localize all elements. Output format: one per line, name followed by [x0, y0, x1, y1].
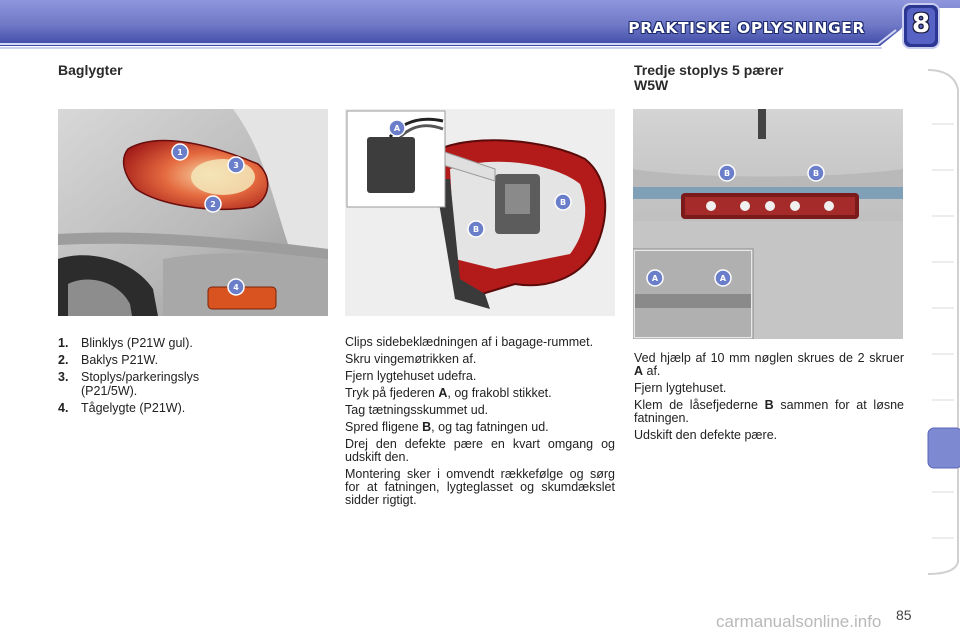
instruction-step: Tryk på fjederen A, og frakobl stikket.: [345, 386, 552, 400]
list-item: 2. Baklys P21W.: [58, 353, 159, 367]
instructions-right: [634, 352, 904, 446]
callout-B: B: [472, 225, 480, 234]
callout-2: 2: [210, 200, 216, 209]
lamp-housing-photo: [345, 109, 615, 316]
callout-A: A: [719, 274, 727, 283]
instruction-step: Fjern lygtehuset.: [634, 381, 727, 395]
instruction-step: Fjern lygtehuset udefra.: [345, 369, 477, 383]
instruction-step: Montering sker i omvendt rækkefølge og sørg for at fatningen, lygteglasset og skumdækslet sidder rigtigt.: [345, 467, 615, 507]
list-item: 3. Stoplys/parkeringslys (P21/5W).: [58, 370, 200, 398]
instruction-step: Udskift den defekte pære.: [634, 428, 778, 442]
chapter-tabs-graphic: [926, 66, 960, 576]
page-number: 85: [896, 607, 912, 623]
instruction-step: Ved hjælp af 10 mm nøglen skrues de 2 skruer A af.: [634, 351, 904, 378]
list-item: 4. Tågelygte (P21W).: [58, 401, 186, 415]
bulb-list: [58, 336, 328, 418]
instruction-step: Drej den defekte pære en kvart omgang og udskift den.: [345, 437, 615, 464]
callout-1: 1: [177, 148, 183, 157]
section-title-baglygter: Baglygter: [58, 62, 123, 78]
callout-B: B: [723, 169, 731, 178]
page-header-title: PRAKTISKE OPLYSNINGER: [628, 19, 865, 37]
callout-A: A: [651, 274, 659, 283]
instruction-step: Klem de låsefjederne B sammen for at løsne fatningen.: [634, 398, 905, 425]
callout-B: B: [812, 169, 820, 178]
chapter-number: 8: [911, 9, 931, 39]
list-item: 1. Blinklys (P21W gul).: [58, 336, 193, 350]
instruction-step: Clips sidebeklædningen af i bagage-rummet.: [345, 335, 594, 349]
watermark: carmanualsonline.info: [716, 612, 882, 631]
instruction-step: Skru vingemøtrikken af.: [345, 352, 477, 366]
callout-3: 3: [233, 161, 239, 170]
instructions-middle: [345, 336, 615, 511]
instruction-step: Tag tætningsskummet ud.: [345, 403, 489, 417]
instruction-step: Spred fligene B, og tag fatningen ud.: [345, 420, 549, 434]
callout-A: A: [393, 124, 401, 133]
callout-4: 4: [233, 283, 239, 292]
callout-B: B: [559, 198, 567, 207]
third-brake-light-photo: [633, 109, 903, 339]
section-title-third-brake-light: Tredje stoplys 5 pærer W5W: [634, 62, 784, 93]
chapter-tabs[interactable]: [926, 66, 960, 576]
rear-light-car-photo: [58, 109, 328, 316]
